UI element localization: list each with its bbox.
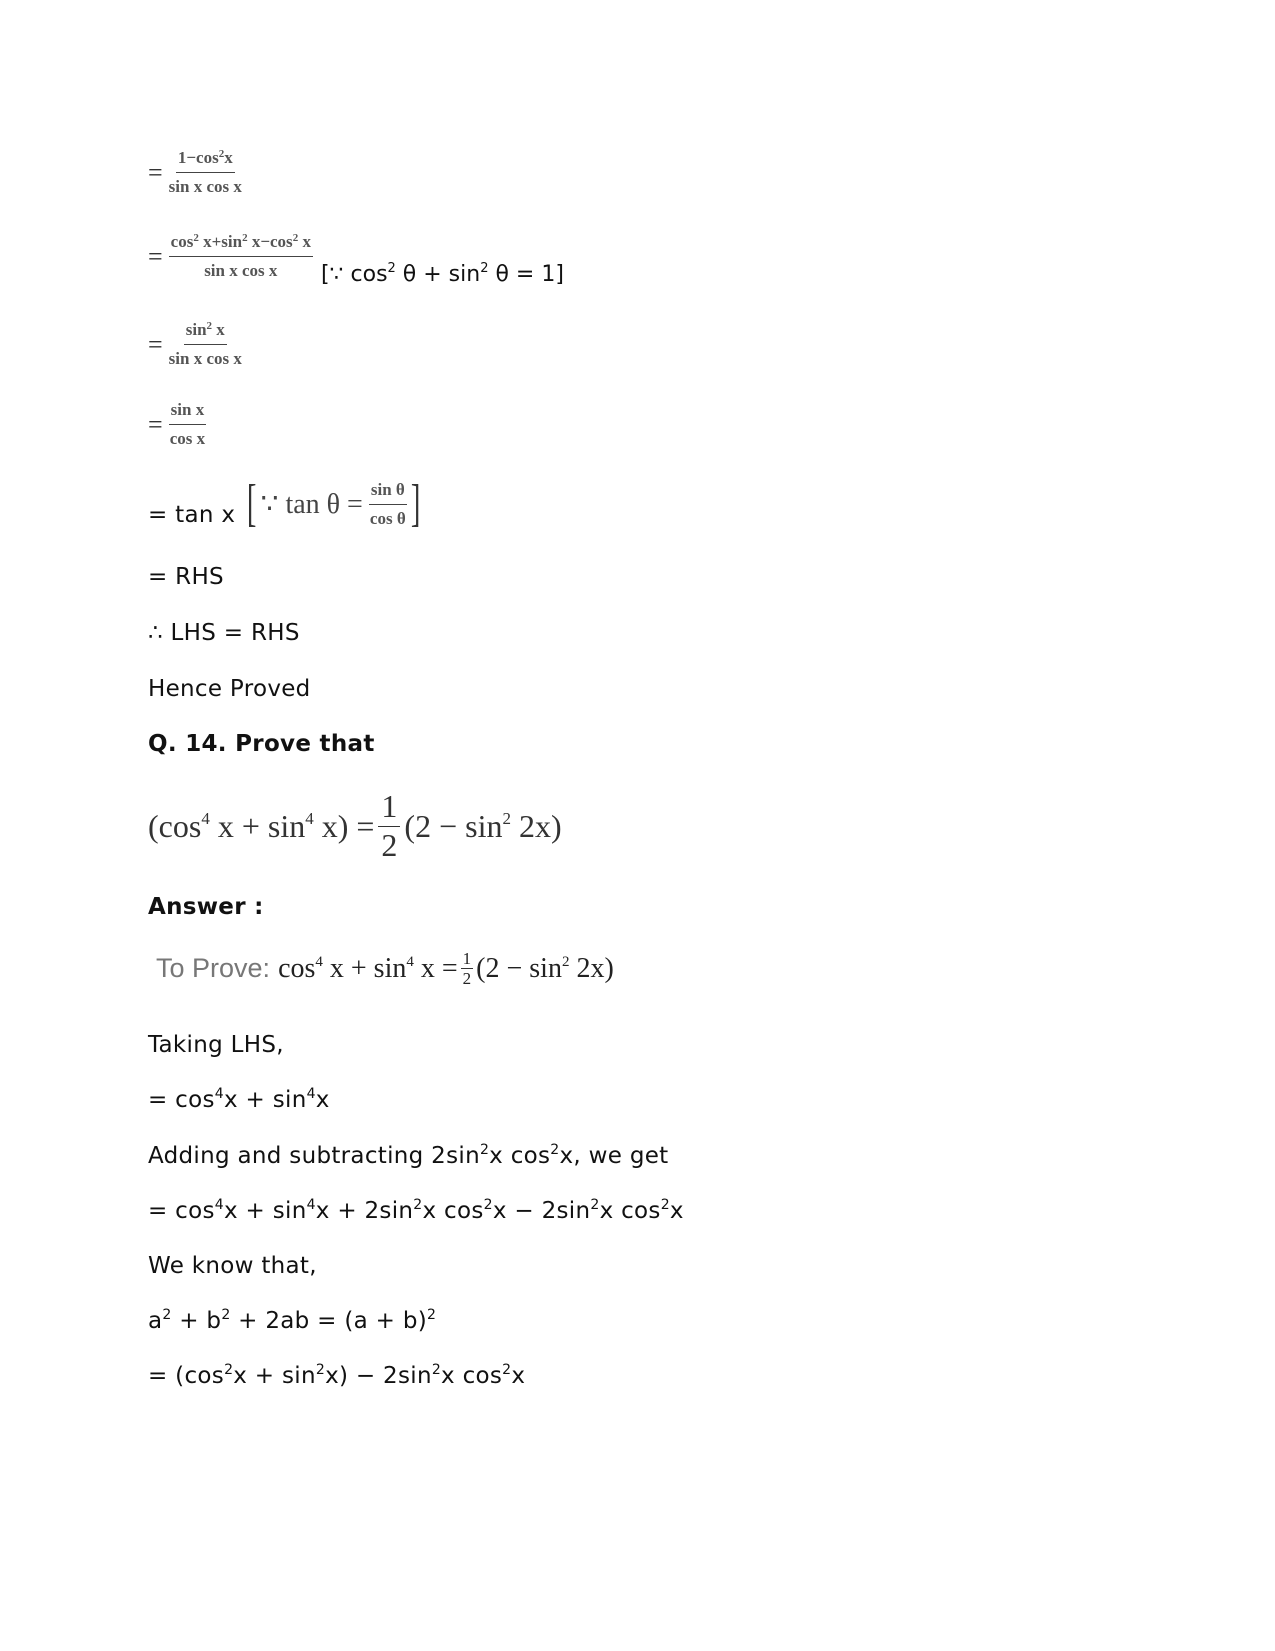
equals-sign: = bbox=[148, 329, 163, 359]
denominator: 2 bbox=[462, 969, 472, 988]
lhs-equals-rhs-line: ∴ LHS = RHS bbox=[148, 620, 300, 646]
step-4-equation bbox=[148, 400, 206, 449]
fraction bbox=[169, 400, 207, 449]
rhs-line: = RHS bbox=[148, 564, 224, 590]
to-prove-rhs: $(2 - \sin^2 2x)$ bbox=[476, 952, 614, 984]
step-2-equation bbox=[148, 232, 564, 287]
denominator: sin x cos x bbox=[168, 177, 242, 196]
half-fraction bbox=[378, 790, 400, 862]
numerator: sin θ bbox=[369, 480, 407, 505]
denominator: cos θ bbox=[369, 508, 406, 528]
adding-subtracting-line: Adding and subtracting $2\sin^2x$ $\cos^2x$, we get bbox=[148, 1142, 669, 1169]
denominator: cos x bbox=[169, 429, 206, 448]
question-rhs: $(2 - \sin^2 2x)$ bbox=[404, 807, 562, 844]
equals-sign: = bbox=[148, 409, 163, 439]
square-identity-line: $a^2 + b^2 + 2ab = (a + b)^2$ bbox=[148, 1307, 437, 1334]
question-equation bbox=[148, 790, 562, 862]
identity-note: [∵ $\cos^2 \theta + \sin^2 \theta = 1$] bbox=[320, 261, 564, 287]
fraction bbox=[169, 232, 313, 281]
half-fraction bbox=[461, 950, 474, 987]
fraction bbox=[169, 148, 242, 197]
tan-identity-lhs: ∵ tan θ = bbox=[260, 489, 363, 520]
tan-identity-note bbox=[243, 475, 424, 532]
taking-lhs-line: Taking LHS, bbox=[148, 1032, 284, 1058]
lhs-expression-line: = $\cos^4x + \sin^4x$ bbox=[148, 1086, 330, 1113]
numerator: 1 bbox=[462, 949, 472, 968]
numerator: $\sin^2 x$ bbox=[184, 320, 227, 345]
to-prove-lhs: $\cos^4 x + \sin^4 x$ = bbox=[278, 952, 458, 984]
denominator: 2 bbox=[381, 826, 398, 863]
answer-heading: Answer : bbox=[148, 894, 264, 920]
equals-sign: = bbox=[148, 241, 163, 271]
step-1-equation bbox=[148, 148, 242, 197]
equals-sign: = bbox=[148, 157, 163, 187]
to-prove-equation bbox=[156, 950, 614, 987]
denominator: sin x cos x bbox=[168, 349, 242, 368]
numerator: sin x bbox=[169, 400, 207, 425]
numerator: $1-\cos^2x$ bbox=[176, 148, 235, 173]
step-5-equation bbox=[148, 475, 424, 532]
numerator: 1 bbox=[378, 790, 400, 827]
right-bracket: ] bbox=[410, 475, 421, 532]
grouped-expression-line: = $(\cos^2x + \sin^2x) - 2\sin^2x$ $\cos^2x$ bbox=[148, 1362, 526, 1389]
we-know-line: We know that, bbox=[148, 1253, 317, 1279]
denominator: sin x cos x bbox=[204, 261, 278, 280]
fraction bbox=[169, 320, 242, 369]
hence-proved-line: Hence Proved bbox=[148, 676, 311, 702]
left-bracket: [ bbox=[247, 475, 257, 532]
question-heading: Q. 14. Prove that bbox=[148, 731, 375, 757]
expanded-expression-line: = $\cos^4x + \sin^4x + 2\sin^2x$ $\cos^2x - 2\sin^2x$ $\cos^2x$ bbox=[148, 1197, 684, 1224]
to-prove-label: To Prove: bbox=[156, 953, 271, 983]
question-lhs: ($\cos^4$ $x + \sin^4 x$) = bbox=[148, 807, 375, 844]
step-3-equation bbox=[148, 320, 242, 369]
tan-result: = tan x bbox=[148, 502, 236, 528]
tan-fraction bbox=[369, 480, 407, 529]
numerator: $\cos^2 x+\sin^2$ $x-\cos^2$ x bbox=[169, 232, 313, 257]
